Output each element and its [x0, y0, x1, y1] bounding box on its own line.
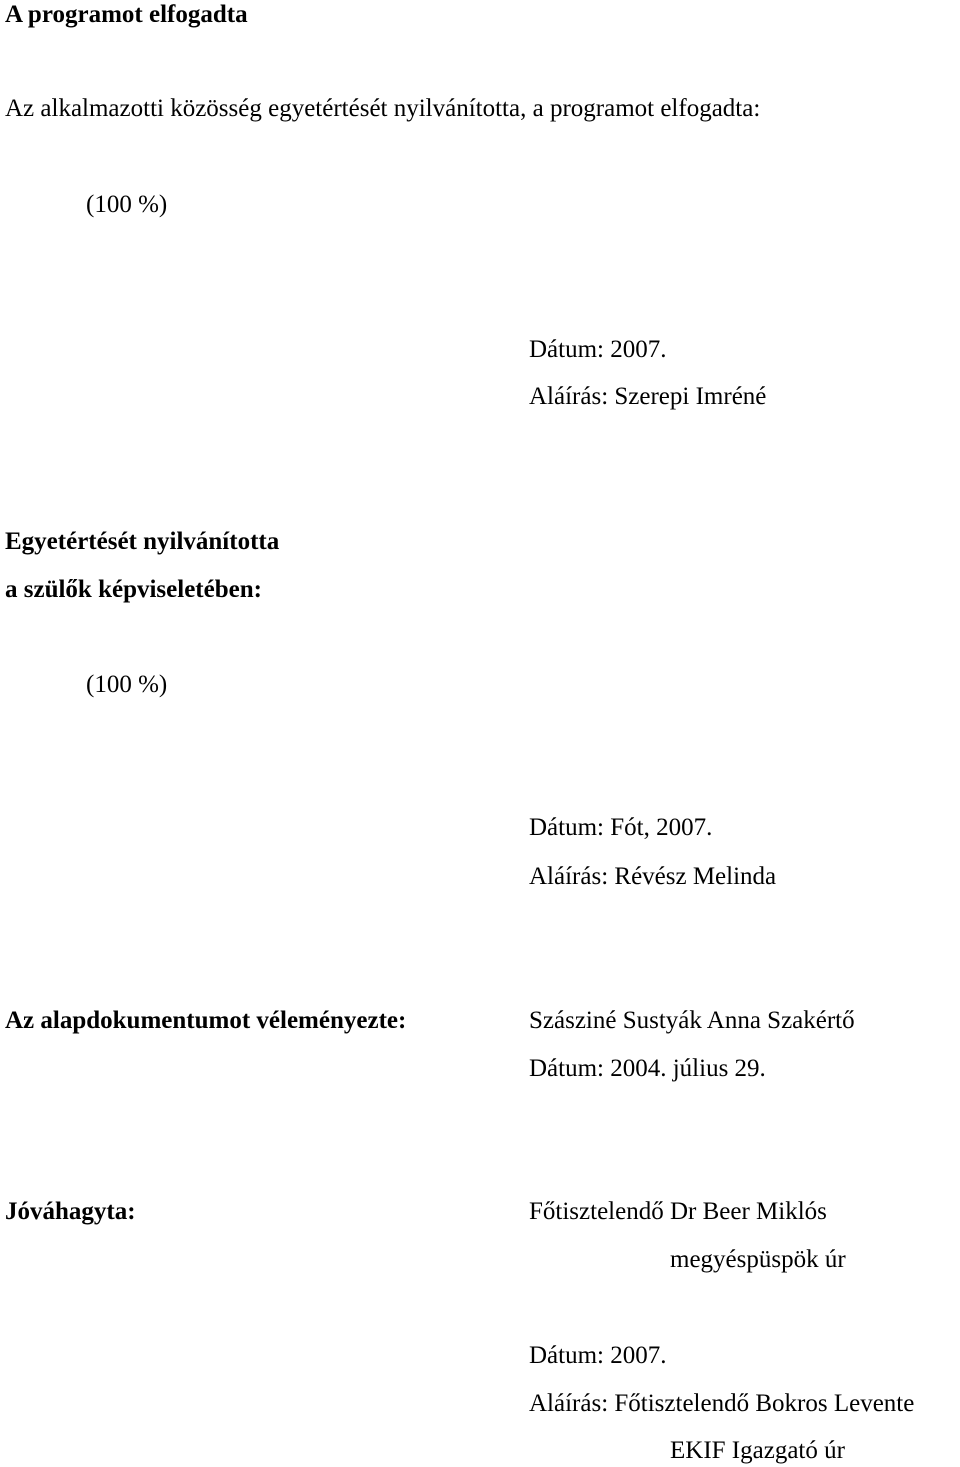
- staff-date: Dátum: 2007.: [529, 336, 667, 363]
- staff-percent: (100 %): [86, 191, 168, 218]
- staff-statement: Az alkalmazotti közösség egyetértését nyilvánította, a programot elfogadta:: [5, 95, 761, 122]
- parents-percent: (100 %): [86, 671, 168, 698]
- staff-signature: Aláírás: Szerepi Imréné: [529, 383, 767, 410]
- signer-title: EKIF Igazgató úr: [670, 1437, 845, 1464]
- approval-label: Jóváhagyta:: [5, 1198, 136, 1225]
- parents-statement-line2: a szülők képviseletében:: [5, 576, 262, 603]
- review-date: Dátum: 2004. július 29.: [529, 1055, 766, 1082]
- approver-title: megyéspüspök úr: [670, 1246, 846, 1273]
- review-label: Az alapdokumentumot véleményezte:: [5, 1007, 407, 1034]
- parents-statement-line1: Egyetértését nyilvánította: [5, 528, 280, 555]
- page-heading: A programot elfogadta: [5, 1, 248, 28]
- approver-name: Főtisztelendő Dr Beer Miklós: [529, 1198, 827, 1225]
- approval-signature: Aláírás: Főtisztelendő Bokros Levente: [529, 1390, 915, 1417]
- parents-signature: Aláírás: Révész Melinda: [529, 863, 777, 890]
- approval-date: Dátum: 2007.: [529, 1342, 667, 1369]
- parents-date: Dátum: Fót, 2007.: [529, 814, 713, 841]
- reviewer-name: Szásziné Sustyák Anna Szakértő: [529, 1007, 855, 1034]
